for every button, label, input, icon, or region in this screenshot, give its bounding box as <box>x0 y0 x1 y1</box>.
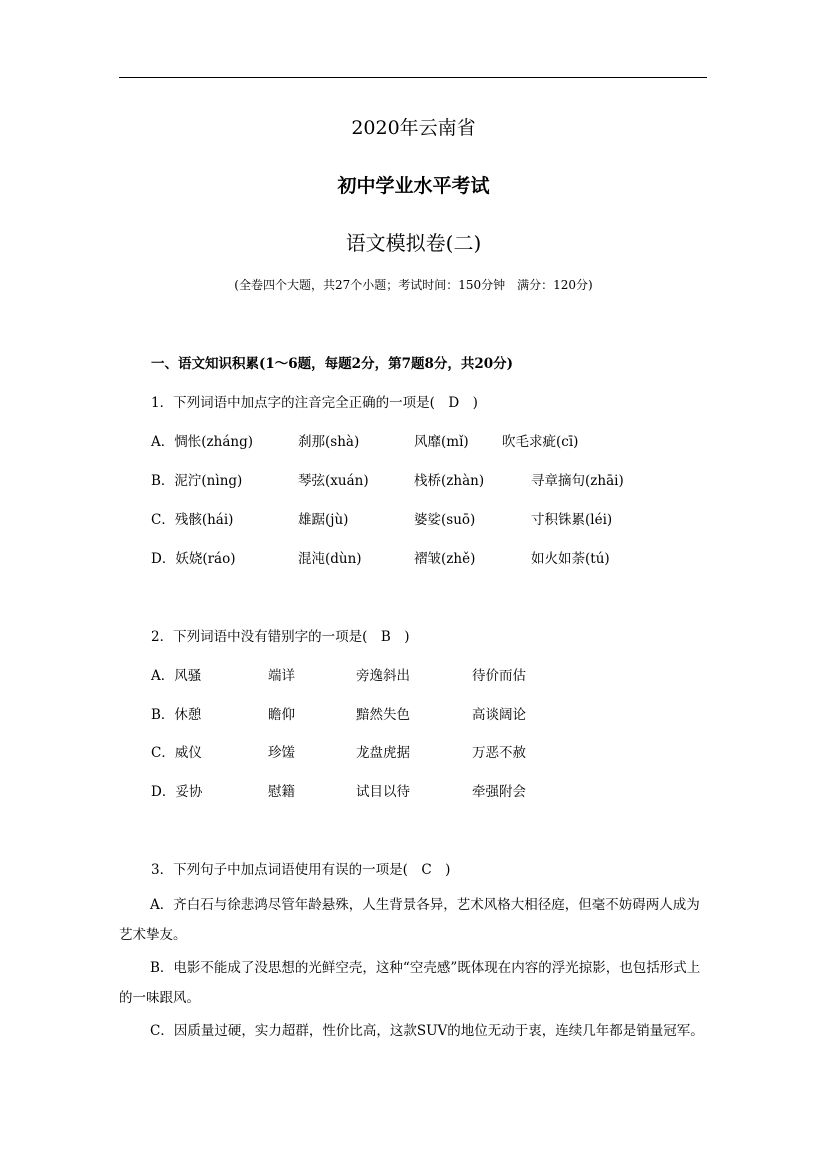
top-rule <box>119 77 707 78</box>
q1-stem: 1．下列词语中加点字的注音完全正确的一项是( D ) <box>151 395 478 411</box>
q1-option-d-word2: 混沌(dùn) <box>298 551 362 567</box>
q1-option-c-word4: 寸积铢累(léi) <box>531 512 613 528</box>
q2-stem: 2．下列词语中没有错别字的一项是( B ) <box>151 629 410 645</box>
q1-option-d-word3: 褶皱(zhě) <box>414 551 476 567</box>
section1-heading: 一、语文知识积累(1～6题，每题2分，第7题8分，共20分) <box>151 356 514 372</box>
q2-option-a-word4: 待价而估 <box>472 668 526 684</box>
q2-option-d: D．妥协 <box>151 784 203 800</box>
q1-option-a-word4: 吹毛求疵(cī) <box>502 434 579 450</box>
q2-option-b-word4: 高谈阔论 <box>472 707 526 723</box>
exam-note: (全卷四个大题，共27个小题；考试时间：150分钟 满分：120分) <box>234 278 593 292</box>
q2-option-b: B．休憩 <box>151 707 202 723</box>
q2-option-d-word3: 试目以待 <box>356 784 410 800</box>
q1-option-b-word4: 寻章摘句(zhāi) <box>531 473 624 489</box>
q2-option-c-word4: 万恶不赦 <box>472 745 526 761</box>
q2-option-a-word2: 端详 <box>268 668 295 684</box>
q1-option-c: C．残骸(hái) <box>151 512 234 528</box>
title-line3: 语文模拟卷(二) <box>345 231 482 255</box>
q2-option-d-word2: 慰籍 <box>268 784 295 800</box>
q1-option-b: B．泥泞(nìng) <box>151 473 243 489</box>
q3-option-b: B．电影不能成了没思想的光鲜空壳，这种“空壳感”既体现在内容的浮光掠影，也包括形式上的一味跟风。 <box>119 960 701 1006</box>
q2-option-a: A．风骚 <box>151 668 202 684</box>
q1-option-a-word3: 风靡(mǐ) <box>414 434 469 450</box>
q2-option-b-word2: 瞻仰 <box>268 707 295 723</box>
q2-option-a-word3: 旁逸斜出 <box>356 668 410 684</box>
q1-option-d-word4: 如火如荼(tú) <box>531 551 610 567</box>
q1-option-c-word3: 婆娑(suō) <box>414 512 476 528</box>
q1-option-b-word2: 琴弦(xuán) <box>298 473 369 489</box>
q2-option-c: C．威仪 <box>151 745 202 761</box>
q3-option-c: C．因质量过硬，实力超群，性价比高，这款SUV的地位无动于衷，连续几年都是销量冠军。 <box>150 1023 704 1039</box>
q2-option-d-word4: 牵强附会 <box>472 784 526 800</box>
q2-option-c-word3: 龙盘虎据 <box>356 745 410 761</box>
q3-option-a: A．齐白石与徐悲鸿尽管年龄悬殊，人生背景各异，艺术风格大相径庭，但毫不妨碍两人成为艺术挚友。 <box>119 897 700 943</box>
q1-option-d: D．妖娆(ráo) <box>151 551 236 567</box>
q2-option-c-word2: 珍馐 <box>268 745 295 761</box>
title-line2: 初中学业水平考试 <box>337 175 490 197</box>
q2-option-b-word3: 黯然失色 <box>356 707 410 723</box>
q1-option-a: A．惆怅(zháng) <box>151 434 253 450</box>
q1-option-c-word2: 雄踞(jù) <box>298 512 349 528</box>
q1-option-b-word3: 栈桥(zhàn) <box>414 473 485 489</box>
q3-stem: 3．下列句子中加点词语使用有误的一项是( C ) <box>151 862 451 878</box>
q1-option-a-word2: 刹那(shà) <box>298 434 360 450</box>
title-line1: 2020年云南省 <box>351 117 476 139</box>
